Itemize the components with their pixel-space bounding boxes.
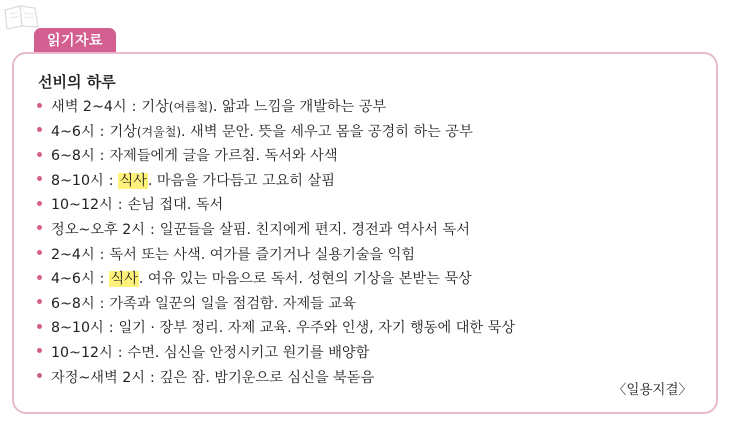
time-range: 새벽 2~4시 [51,99,127,115]
schedule-list [37,95,697,390]
separator: : [117,344,123,361]
schedule-item [37,341,697,366]
schedule-item [37,218,697,243]
time-range: 6~8시 [51,148,95,165]
bullet-icon [37,225,42,230]
activity-text: 기상 [109,123,137,140]
time-range: 6~8시 [51,295,95,312]
bullet-icon [37,176,42,181]
season-note: (여름철) [168,100,213,114]
activity-text: . 마음을 가다듬고 고요히 살핌 [147,172,335,189]
time-range: 10~12시 [51,344,113,361]
highlighted-meal: 식사 [110,271,138,288]
bullet-icon [37,348,42,353]
separator: : [99,246,105,263]
schedule-item [37,292,697,317]
panel-heading: 선비의 하루 [38,73,116,91]
book-icon [2,2,42,32]
time-range: 자정~새벽 2시 [51,369,145,386]
separator: : [99,148,105,165]
time-range: 정오~오후 2시 [51,221,145,238]
source-citation: 〈일용지결〉 [612,382,692,398]
bullet-icon [37,152,42,157]
time-range: 4~6시 [51,271,95,288]
schedule-item [37,144,697,169]
highlighted-meal: 식사 [119,172,147,189]
schedule-item [37,120,697,145]
activity-text: 깊은 잠. 밤기운으로 심신을 북돋음 [159,369,375,386]
separator: : [131,99,137,115]
separator: : [149,369,155,386]
activity-text: . 앎과 느낌을 개발하는 공부 [212,99,387,115]
time-range: 4~6시 [51,123,95,140]
reading-material-tab: 읽기자료 [34,28,116,54]
activity-text: 손님 접대. 독서 [127,197,224,214]
time-range: 2~4시 [51,246,95,263]
reading-panel [12,52,718,414]
bullet-icon [37,250,42,255]
separator: : [99,123,105,140]
season-note: (겨울철) [136,124,181,139]
activity-text: 일꾼들을 살핌. 친지에게 편지. 경전과 역사서 독서 [159,221,470,238]
separator: : [117,197,123,214]
separator: : [99,295,105,312]
activity-text: 자제들에게 글을 가르침. 독서와 사색 [109,148,338,165]
activity-text: 일기 · 장부 정리. 자제 교육. 우주와 인생, 자기 행동에 대한 묵상 [118,320,516,337]
time-range: 8~10시 [51,172,104,189]
bullet-icon [37,275,42,280]
schedule-item [37,267,697,292]
activity-text: 가족과 일꾼의 일을 점검함. 자제들 교육 [109,295,356,312]
activity-text: 독서 또는 사색. 여가를 즐기거나 실용기술을 익힘 [109,246,416,263]
activity-text: 기상 [141,99,169,115]
separator: : [99,271,105,288]
schedule-item [37,169,697,194]
separator: : [108,172,114,189]
bullet-icon [37,324,42,329]
separator: : [149,221,155,238]
schedule-item [37,243,697,268]
time-range: 8~10시 [51,320,104,337]
bullet-icon [37,127,42,132]
separator: : [108,320,114,337]
schedule-item [37,95,697,120]
activity-text: . 여유 있는 마음으로 독서. 성현의 기상을 본받는 묵상 [138,271,472,288]
bullet-icon [37,373,42,378]
bullet-icon [37,103,42,108]
activity-text: . 새벽 문안. 뜻을 세우고 몸을 공경히 하는 공부 [181,123,473,140]
bullet-icon [37,201,42,206]
schedule-item [37,316,697,341]
activity-text: 수면. 심신을 안정시키고 원기를 배양함 [127,344,370,361]
time-range: 10~12시 [51,197,113,214]
schedule-item [37,193,697,218]
bullet-icon [37,299,42,304]
schedule-item [37,366,697,391]
